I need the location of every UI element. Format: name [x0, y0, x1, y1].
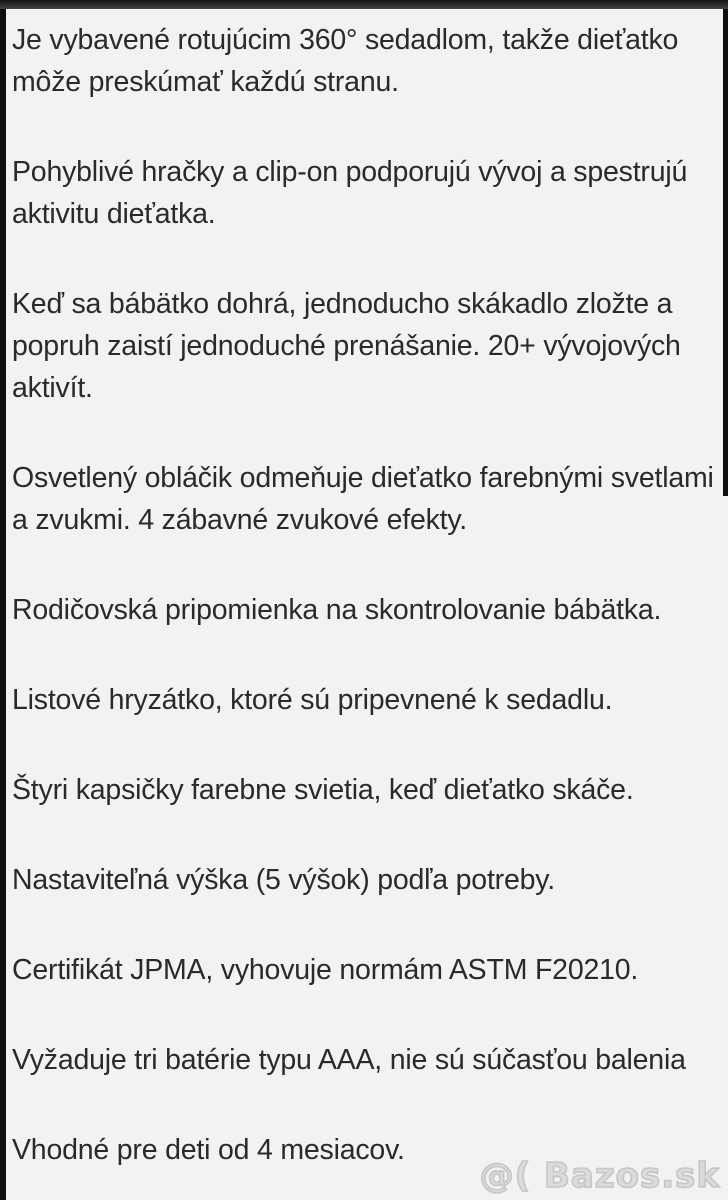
- text-line: môže preskúmať každú stranu.: [12, 66, 399, 98]
- paragraph: [12, 1039, 724, 1081]
- text-line: Certifikát JPMA, vyhovuje normám ASTM F20210.: [12, 954, 639, 986]
- text-line: Vhodné pre deti od 4 mesiacov.: [12, 1134, 405, 1166]
- text-line: aktivít.: [12, 372, 93, 404]
- text-line: popruh zaistí jednoduché prenášanie. 20+ vývojových: [12, 330, 681, 362]
- paragraph: [12, 283, 724, 409]
- top-edge-bar: [0, 0, 728, 9]
- text-line: Keď sa bábätko dohrá, jednoducho skákadlo zložte a: [12, 288, 673, 320]
- paragraph: [12, 859, 724, 901]
- text-line: Štyri kapsičky farebne svietia, keď dieťatko skáče.: [12, 774, 634, 806]
- text-line: Pohyblivé hračky a clip-on podporujú vývoj a spestrujú: [12, 156, 688, 188]
- text-line: Listové hryzátko, ktoré sú pripevnené k sedadlu.: [12, 684, 613, 716]
- paragraph: [12, 151, 724, 235]
- bazos-watermark: @( Bazos.sk: [479, 1156, 720, 1196]
- text-line: Vyžaduje tri batérie typu AAA, nie sú súčasťou balenia: [12, 1044, 686, 1076]
- text-line: Rodičovská pripomienka na skontrolovanie bábätka.: [12, 594, 662, 626]
- text-line: a zvukmi. 4 zábavné zvukové efekty.: [12, 504, 468, 536]
- paragraph: [12, 679, 724, 721]
- paragraph: [12, 769, 724, 811]
- text-line: Osvetlený obláčik odmeňuje dieťatko farebnými svetlami: [12, 462, 714, 494]
- paragraph: [12, 457, 724, 541]
- text-line: Je vybavené rotujúcim 360° sedadlom, takže dieťatko: [12, 24, 679, 56]
- text-line: Nastaviteľná výška (5 výšok) podľa potreby.: [12, 864, 555, 896]
- paragraph: [12, 589, 724, 631]
- paragraph: [12, 19, 724, 103]
- text-line: aktivitu dieťatka.: [12, 198, 216, 230]
- description-text: [6, 9, 728, 1200]
- paragraph: [12, 949, 724, 991]
